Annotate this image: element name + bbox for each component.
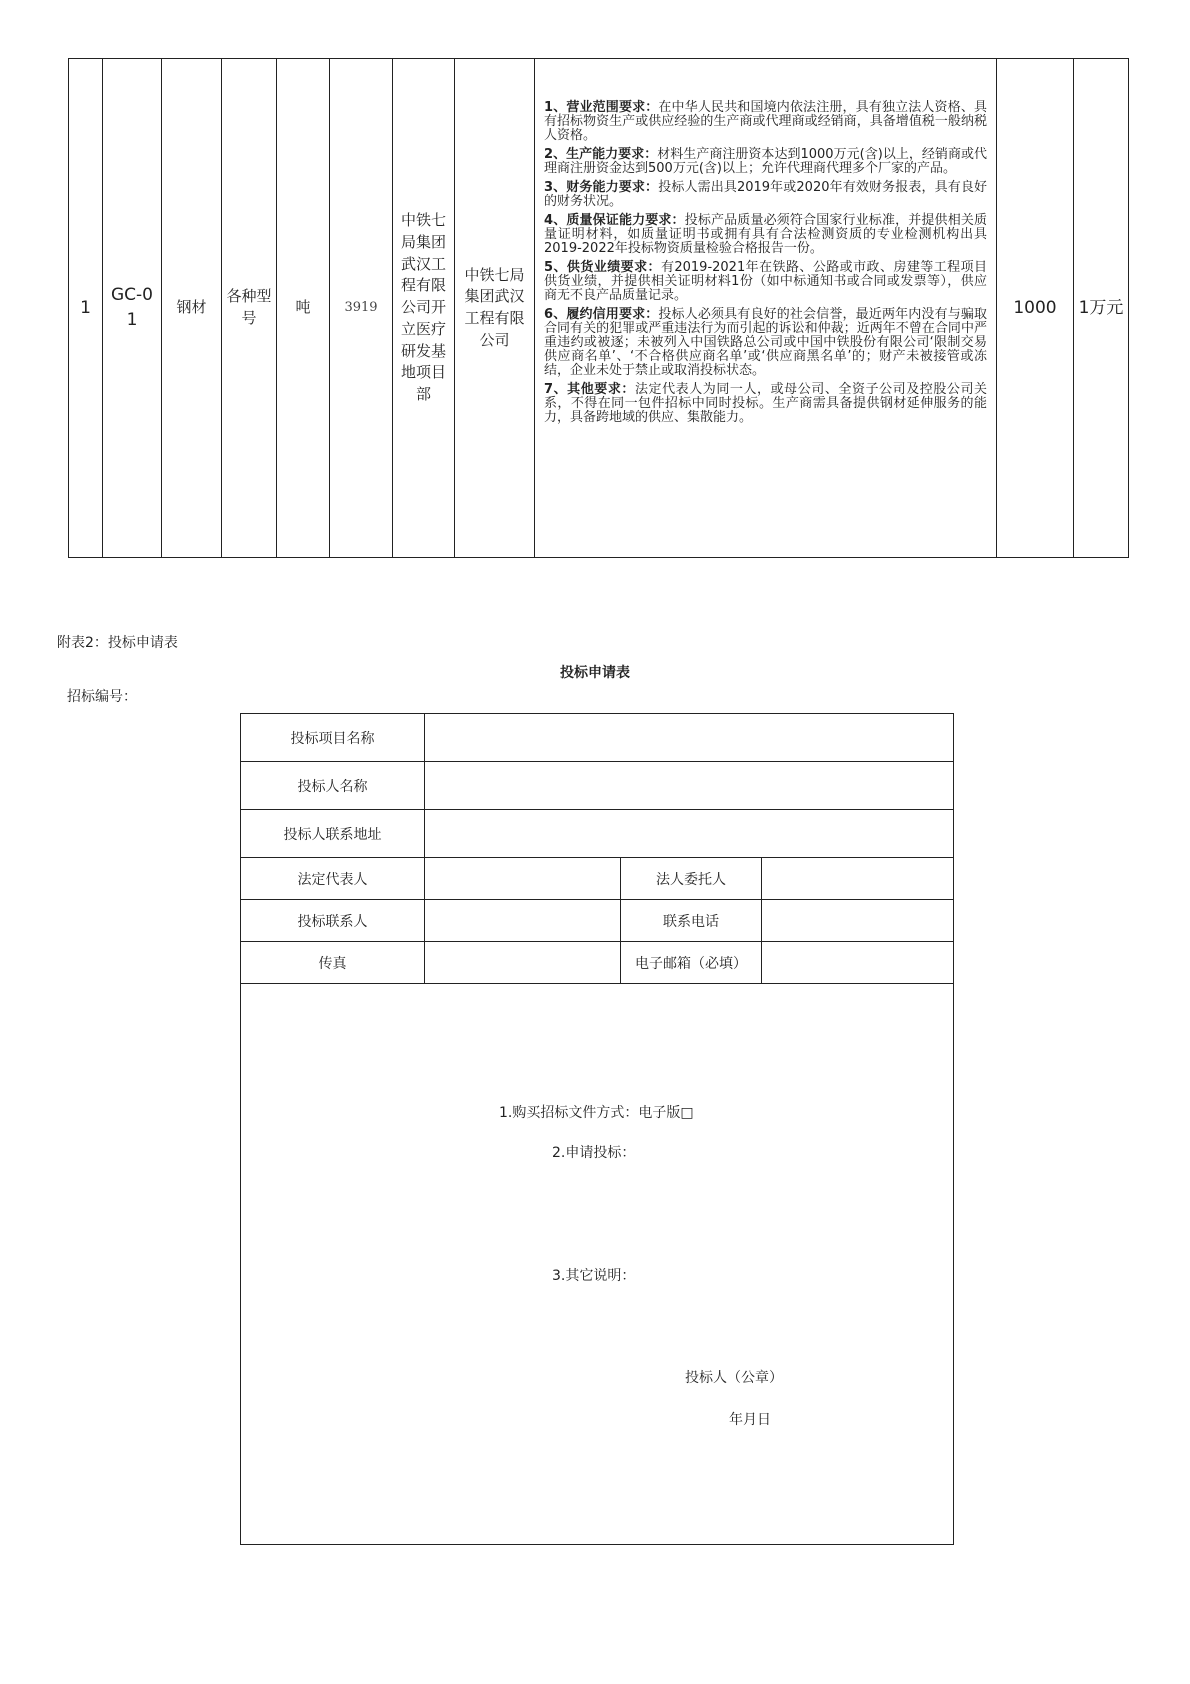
requirement-text: 材料生产商注册资本达到1000万元(含)以上，经销商或代理商注册资金达到500万元(含)以上；允许代理商代理多个厂家的产品。	[544, 147, 988, 176]
email-field[interactable]	[762, 942, 954, 984]
application-details-cell	[241, 984, 954, 1545]
package-code: GC-01	[103, 59, 162, 558]
requirement-title: 6、履约信用要求：	[544, 307, 659, 322]
requirement-title: 2、生产能力要求：	[544, 147, 658, 162]
fax-label: 传真	[241, 942, 425, 984]
requirement-title: 4、质量保证能力要求：	[544, 213, 685, 228]
phone-label: 联系电话	[621, 900, 762, 942]
qualification-requirements	[535, 59, 997, 558]
form-title: 投标申请表	[560, 665, 630, 681]
table-row	[241, 714, 954, 762]
table-row	[241, 762, 954, 810]
table-row	[241, 810, 954, 858]
legal-proxy-label: 法人委托人	[621, 858, 762, 900]
contact-label: 投标联系人	[241, 900, 425, 942]
requirement-title: 5、供货业绩要求：	[544, 260, 661, 275]
project-name-field[interactable]	[425, 714, 954, 762]
project-name-label: 投标项目名称	[241, 714, 425, 762]
material-name: 钢材	[162, 59, 222, 558]
legal-rep-field[interactable]	[425, 858, 621, 900]
email-label: 电子邮箱（必填）	[621, 942, 762, 984]
contact-field[interactable]	[425, 900, 621, 942]
bidder-name-label: 投标人名称	[241, 762, 425, 810]
quantity: 3919	[330, 59, 393, 558]
row-index: 1	[69, 59, 103, 558]
requirement-item	[544, 383, 987, 425]
phone-field[interactable]	[762, 900, 954, 942]
purchase-method-text: 1.购买招标文件方式：电子版□	[499, 1105, 694, 1121]
deposit: 1万元	[1074, 59, 1129, 558]
requirement-item	[544, 181, 987, 209]
requirement-text: 投标产品质量必须符合国家行业标准，并提供相关质量证明材料，如质量证明书或拥有具有合法检测资质的专业检测机构出具2019-2022年投标物资质量检验合格报告一份。	[544, 213, 987, 256]
requirement-item	[544, 101, 987, 143]
date-text: 年月日	[729, 1412, 771, 1428]
requirement-text: 投标人需出具2019年或2020年有效财务报表，具有良好的财务状况。	[544, 180, 988, 209]
requirement-item	[544, 261, 987, 303]
requirement-text: 投标人必须具有良好的社会信誉，最近两年内没有与骗取合同有关的犯罪或严重违法行为而引起的诉讼和仲裁；近两年不曾在合同中严重违约或被逐；未被列入中国铁路总公司或中国中铁股份有限公司‘限制交易供应商名单’、‘不合格供应商名单’或‘供应商黑名单’的；财产未被接管或冻结，企业未处于禁止或取消投标状态。	[544, 307, 987, 378]
unit: 吨	[277, 59, 330, 558]
project-name: 中铁七局集团武汉工程有限公司开立医疗研发基地项目部	[393, 59, 455, 558]
table-row	[241, 900, 954, 942]
requirement-text: 有2019-2021年在铁路、公路或市政、房建等工程项目供货业绩，并提供相关证明材料1份（如中标通知书或合同或发票等），供应商无不良产品质量记录。	[544, 260, 988, 303]
requirement-title: 3、财务能力要求：	[544, 180, 659, 195]
bidder-seal-text: 投标人（公章）	[685, 1370, 783, 1386]
tender-package-table	[68, 58, 1129, 558]
other-notes-text: 3.其它说明：	[552, 1268, 636, 1284]
table-row	[241, 858, 954, 900]
apply-text: 2.申请投标：	[552, 1145, 636, 1161]
specification: 各种型号	[222, 59, 277, 558]
table-row	[69, 59, 1129, 558]
fax-field[interactable]	[425, 942, 621, 984]
requirement-item	[544, 148, 987, 176]
requirement-text: 在中华人民共和国境内依法注册，具有独立法人资格、具有招标物资生产或供应经验的生产商或代理商或经销商，具备增值税一般纳税人资格。	[544, 100, 987, 143]
bidder-address-label: 投标人联系地址	[241, 810, 425, 858]
table-row	[241, 984, 954, 1545]
amount: 1000	[997, 59, 1074, 558]
legal-proxy-field[interactable]	[762, 858, 954, 900]
requirement-title: 7、其他要求：	[544, 382, 635, 397]
bid-number-label: 招标编号：	[67, 689, 137, 705]
company-name: 中铁七局集团武汉工程有限公司	[455, 59, 535, 558]
table-row	[241, 942, 954, 984]
requirement-item	[544, 308, 987, 378]
requirements-list	[544, 101, 987, 425]
requirement-text: 法定代表人为同一人，或母公司、全资子公司及控股公司关系，不得在同一包件招标中同时投标。生产商需具备提供钢材延伸服务的能力，具备跨地域的供应、集散能力。	[544, 382, 987, 425]
bidder-name-field[interactable]	[425, 762, 954, 810]
bid-application-form	[240, 713, 954, 1545]
bidder-address-field[interactable]	[425, 810, 954, 858]
requirement-title: 1、营业范围要求：	[544, 100, 659, 115]
legal-rep-label: 法定代表人	[241, 858, 425, 900]
requirement-item	[544, 214, 987, 256]
attachment-label: 附表2：投标申请表	[57, 635, 178, 651]
